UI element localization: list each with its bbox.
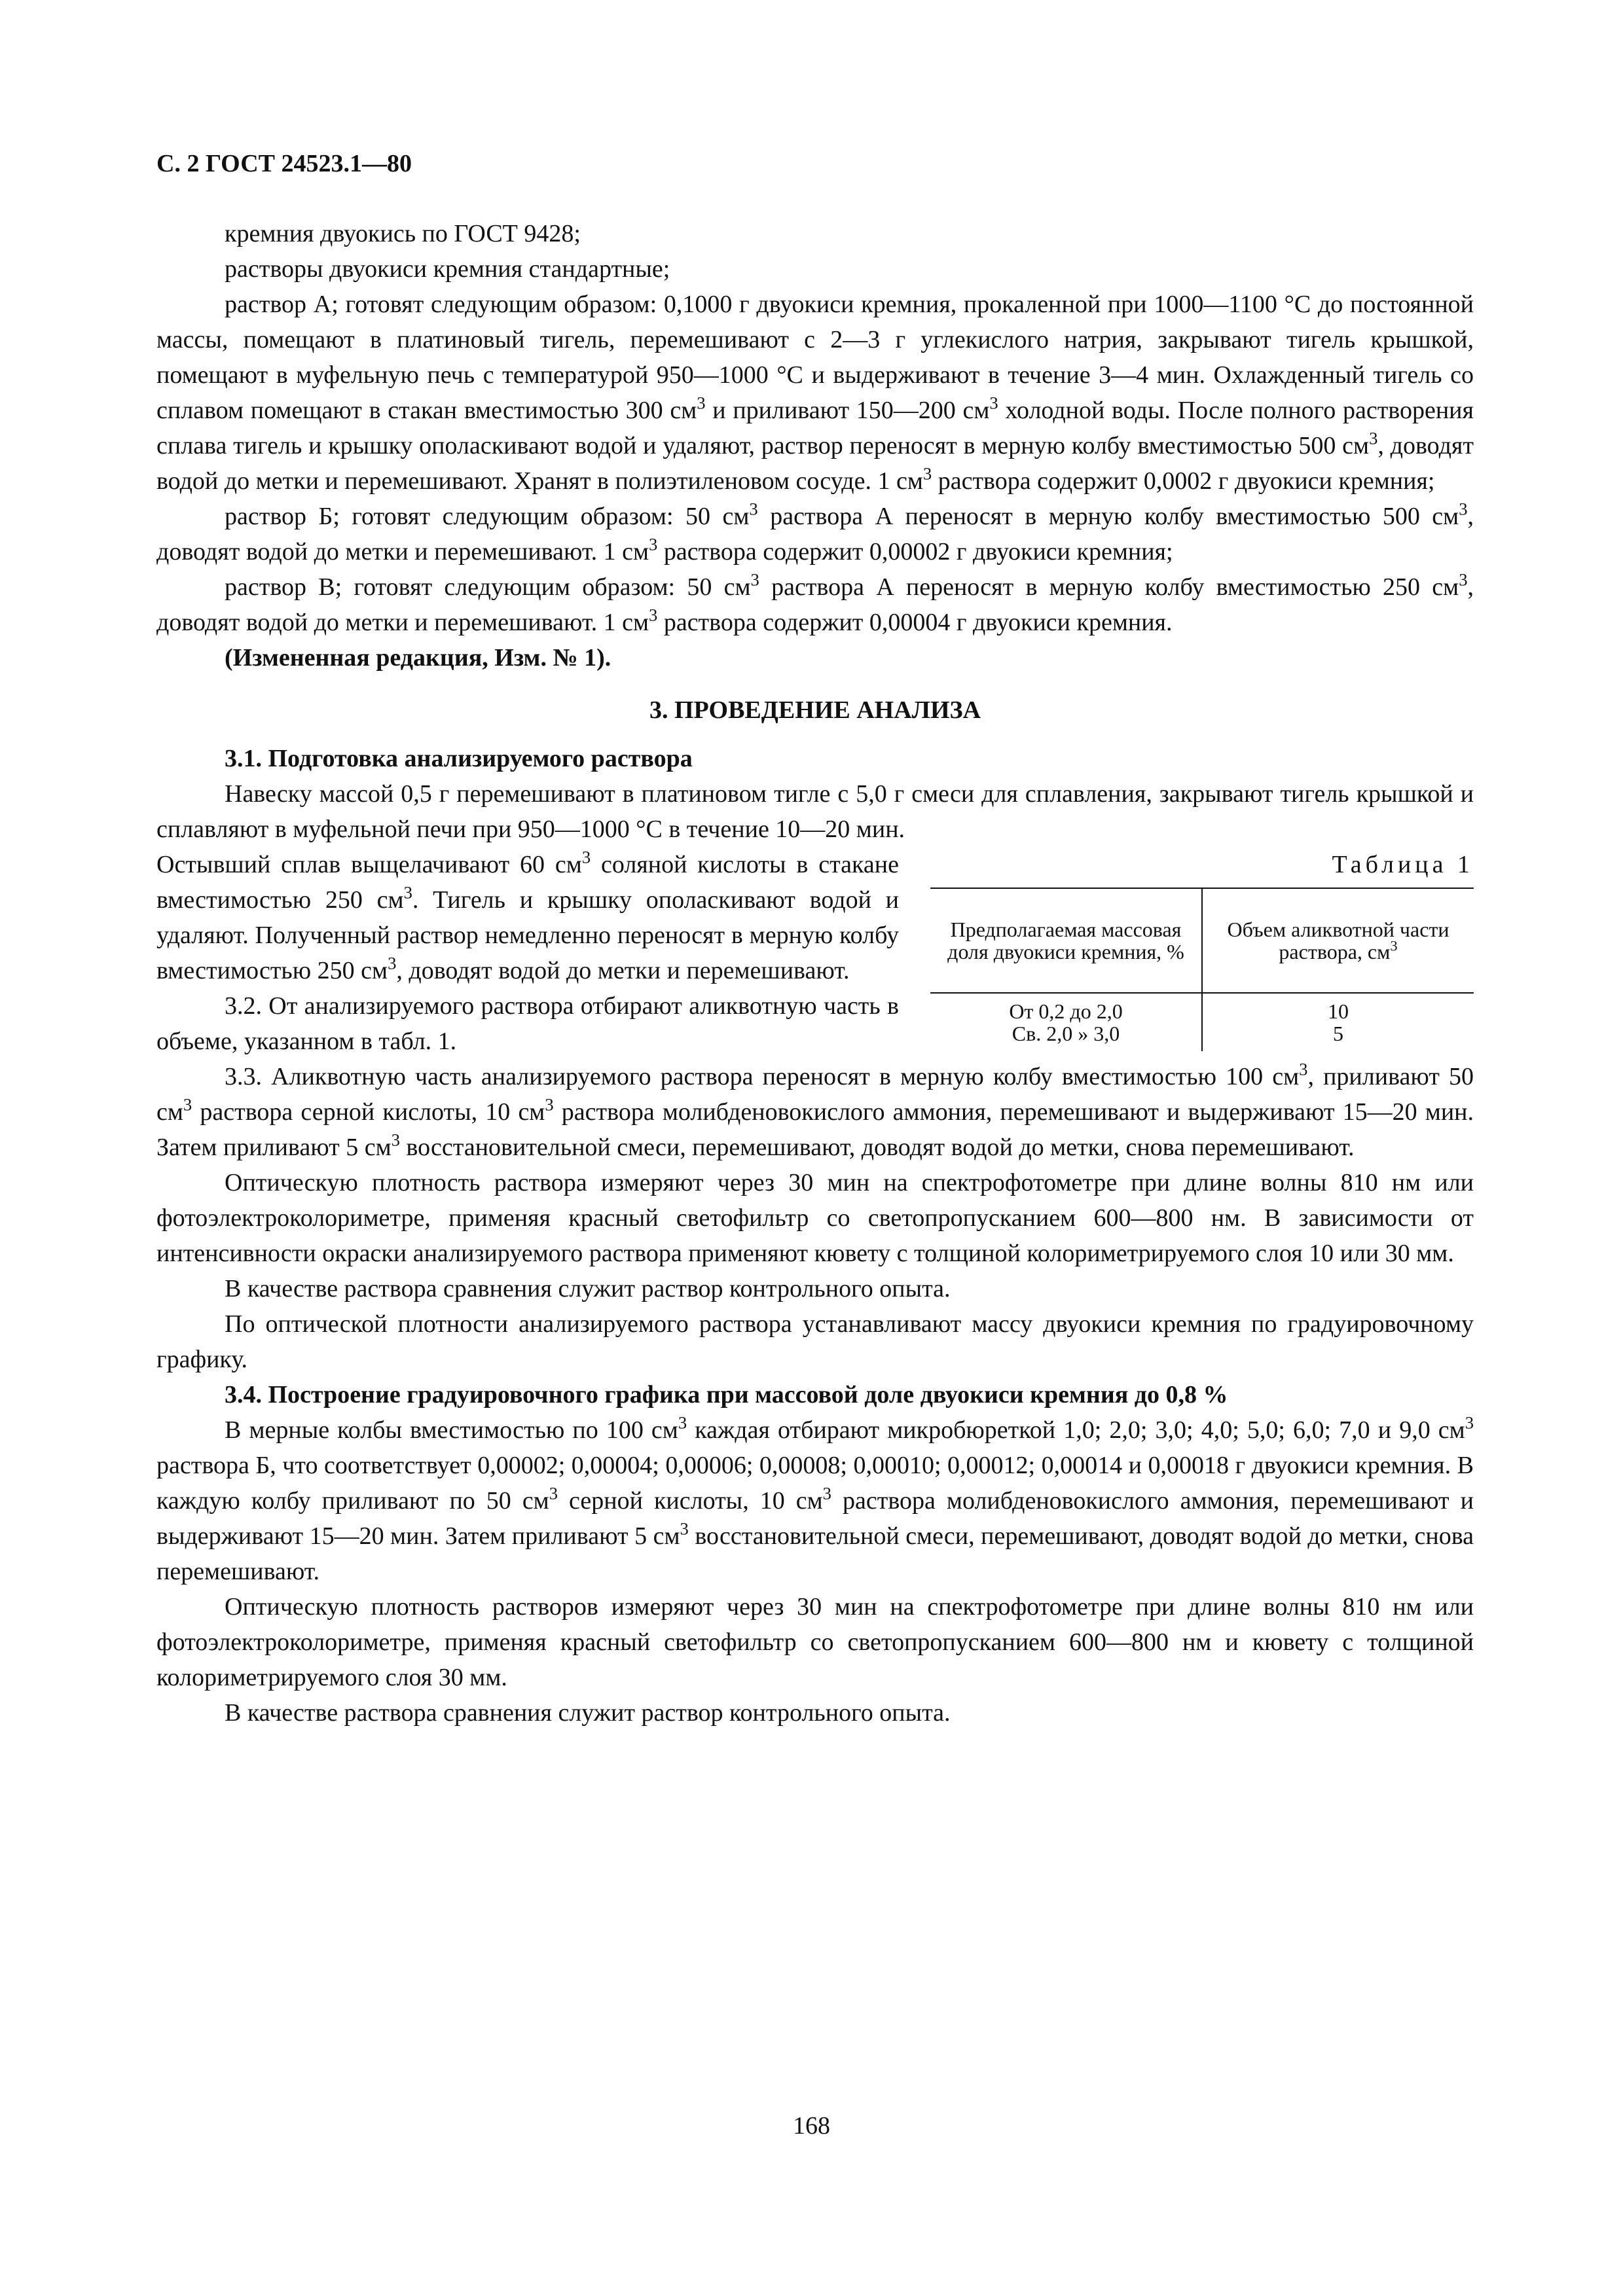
table-cell: 10: [1328, 999, 1349, 1023]
table-header-cell: Предполагаемая массовая доля двуокиси кремния, %: [930, 888, 1202, 993]
paragraph: Остывший сплав выщелачивают 60 $см^3$ соляной кислоты в стакане вместимостью 250 $см^3$. Тигель и крышку ополаскивают водой и удаляют. Полученный раствор немедленно переносят в мерную колбу вместимостью 250 $см^3$, доводят водой до метки и перемешивают.: [156, 847, 899, 984]
table-row: [930, 1022, 1474, 1051]
paragraph: 3.3. Аликвотную часть анализируемого раствора переносят в мерную колбу вместимостью 100 $см^3$, приливают 50 $см^3$ раствора серной кислоты, 10 $см^3$ раствора молибденовокислого аммония, перемешивают и выдерживают 15—20 мин. Затем приливают 5 $см^3$ восстановительной смеси, перемешивают, доводят водой до метки, снова перемешивают.: [156, 1059, 1474, 1161]
paragraph-solution-v: раствор В; готовят следующим образом: 50 $см^3$ раствора А переносят в мерную колбу вместимостью 250 $см^3$, доводят водой до метки и перемешивают. 1 $см^3$ раствора содержит 0,00004 г двуокиси кремния.: [156, 569, 1474, 636]
paragraph-solution-b: раствор Б; готовят следующим образом: 50 $см^3$ раствора А переносят в мерную колбу вместимостью 500 $см^3$, доводят водой до метки и перемешивают. 1 $см^3$ раствора содержит 0,00002 г двуокиси кремния;: [156, 499, 1474, 565]
paragraph: Оптическую плотность растворов измеряют через 30 мин на спектрофотометре при длине волны 810 нм или фотоэлектроколориметре, применяя красный светофильтр со светопропусканием 600—800 нм и кювету с толщиной колориметрируемого слоя 30 мм.: [156, 1593, 1474, 1691]
paragraph: В качестве раствора сравнения служит раствор контрольного опыта.: [225, 1699, 951, 1727]
table-1: [930, 847, 1474, 1051]
data-table: [930, 888, 1474, 1051]
table-cell: Св. 2,0 » 3,0: [930, 1022, 1202, 1051]
table-header-cell: Объем аликвотной части раствора, $см^3$: [1202, 888, 1474, 993]
document-body: [156, 216, 1474, 1731]
amendment-note: (Измененная редакция, Изм. № 1).: [225, 644, 611, 672]
paragraph: В мерные колбы вместимостью по 100 $см^3$ каждая отбирают микробюреткой 1,0; 2,0; 3,0; 4,0; 5,0; 6,0; 7,0 и 9,0 $см^3$ раствора Б, что соответствует 0,00002; 0,00004; 0,00006; 0,00008; 0,00010; 0,00012; 0,00014 и 0,00018 г двуокиси кремния. В каждую колбу приливают по 50 $см^3$ серной кислоты, 10 $см^3$ раствора молибденовокислого аммония, перемешивают и выдерживают 15—20 мин. Затем приливают 5 $см^3$ восстановительной смеси, перемешивают, доводят водой до метки, снова перемешивают.: [156, 1412, 1474, 1585]
subsection-title: 3.4. Построение градуировочного графика при массовой доле двуокиси кремния до 0,8 %: [225, 1381, 1228, 1408]
paragraph: 3.2. От анализируемого раствора отбирают аликвотную часть в объеме, указанном в табл. 1.: [156, 992, 899, 1055]
paragraph: В качестве раствора сравнения служит раствор контрольного опыта.: [225, 1275, 951, 1302]
paragraph: Навеску массой 0,5 г перемешивают в платиновом тигле с 5,0 г смеси для сплавления, закрывают тигель крышкой и сплавляют в муфельной печи при 950—1000 °С в течение 10—20 мин.: [156, 780, 1474, 843]
paragraph: Оптическую плотность раствора измеряют через 30 мин на спектрофотометре при длине волны 810 нм или фотоэлектроколориметре, применяя красный светофильтр со светопропусканием 600—800 нм. В зависимости от интенсивности окраски анализируемого раствора применяют кювету с толщиной колориметрируемого слоя 10 или 30 мм.: [156, 1169, 1474, 1267]
table-row: [930, 993, 1474, 1022]
table-cell: От 0,2 до 2,0: [930, 993, 1202, 1022]
page-header: С. 2 ГОСТ 24523.1—80: [156, 150, 412, 177]
table-caption: Таблица 1: [1332, 851, 1474, 878]
paragraph: По оптической плотности анализируемого раствора устанавливают массу двуокиси кремния по градуировочному графику.: [156, 1310, 1474, 1373]
table-cell: 5: [1333, 1022, 1343, 1045]
section-title: 3. ПРОВЕДЕНИЕ АНАЛИЗА: [649, 696, 981, 724]
paragraph: растворы двуокиси кремния стандартные;: [225, 255, 670, 283]
page-number: 168: [793, 2112, 830, 2140]
subsection-title: 3.1. Подготовка анализируемого раствора: [225, 745, 693, 772]
paragraph-solution-a: раствор А; готовят следующим образом: 0,1000 г двуокиси кремния, прокаленной при 1000—1100 °С до постоянной массы, помещают в платиновый тигель, перемешивают с 2—3 г углекислого натрия, закрывают тигель крышкой, помещают в муфельную печь с температурой 950—1000 °С и выдерживают в течение 3—4 мин. Охлажденный тигель со сплавом помещают в стакан вместимостью 300 $см^3$ и приливают 150—200 $см^3$ холодной воды. После полного растворения сплава тигель и крышку ополаскивают водой и удаляют, раствор переносят в мерную колбу вместимостью 500 $см^3$, доводят водой до метки и перемешивают. Хранят в полиэтиленовом сосуде. 1 $см^3$ раствора содержит 0,0002 г двуокиси кремния;: [156, 291, 1474, 495]
paragraph: кремния двуокись по ГОСТ 9428;: [225, 220, 581, 247]
